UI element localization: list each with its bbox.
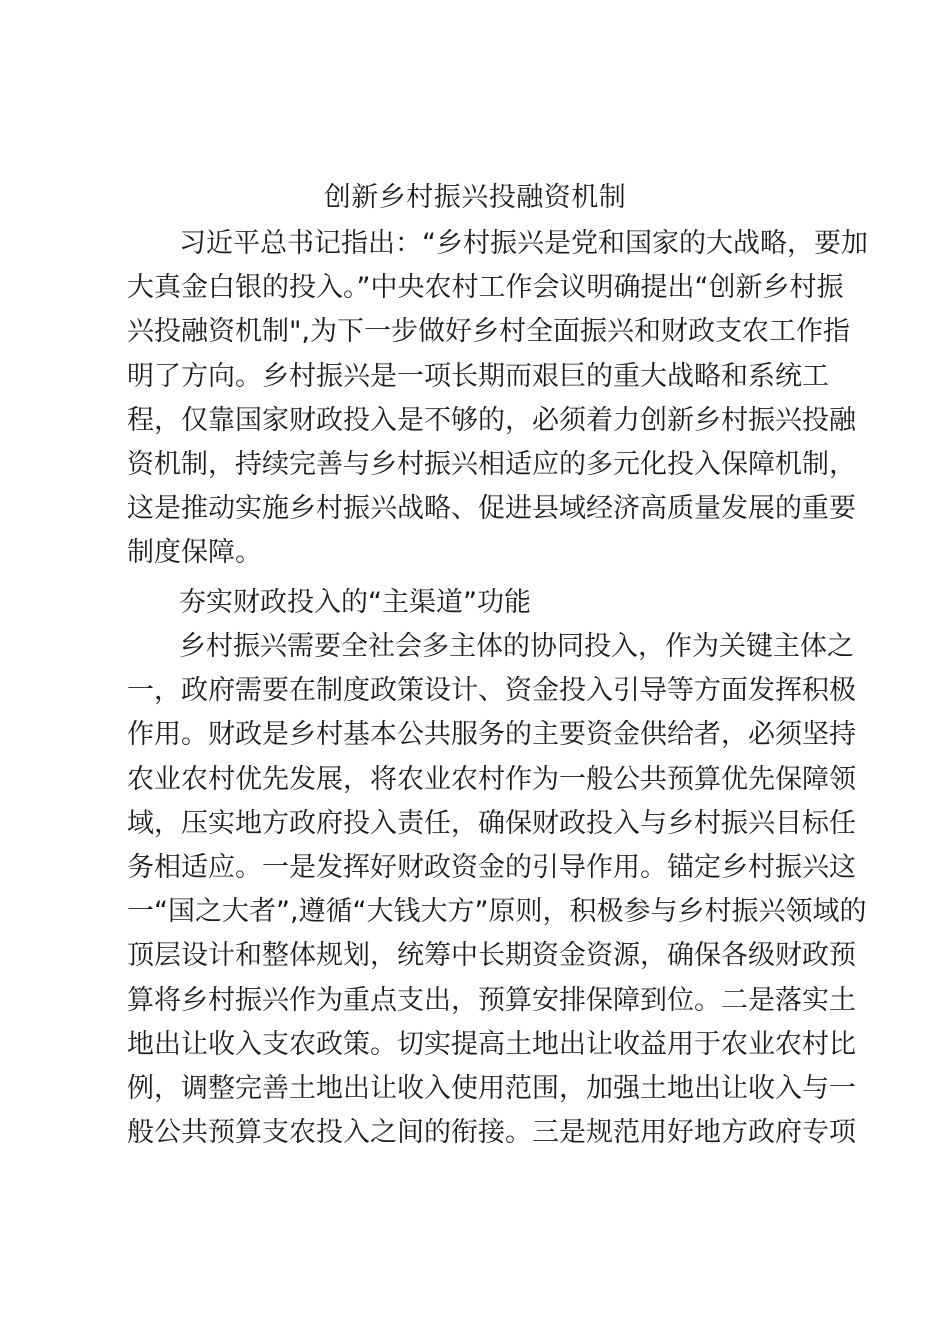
paragraph-line: 例，调整完善土地出让收入使用范围，加强土地出让收入与一 (127, 1072, 856, 1104)
paragraph-line: 习近平总书记指出：“乡村振兴是党和国家的大战略，要加 (179, 228, 868, 259)
paragraph-line: 地出让收入支农政策。切实提高土地出让收益用于农业农村比 (127, 1028, 856, 1060)
paragraph-line: 作用。财政是乡村基本公共服务的主要资金供给者，必须坚持 (127, 719, 856, 751)
paragraph-line: 一，政府需要在制度政策设计、资金投入引导等方面发挥积极 (127, 675, 856, 707)
paragraph-line: 算将乡村振兴作为重点支出，预算安排保障到位。二是落实土 (127, 984, 856, 1016)
section-heading-block (127, 581, 847, 625)
paragraph-line: 务相适应。一是发挥好财政资金的引导作用。锚定乡村振兴这 (127, 851, 856, 883)
paragraph-line: 顶层设计和整体规划，统筹中长期资金资源，确保各级财政预 (127, 940, 856, 972)
paragraph-line: 兴投融资机制",为下一步做好乡村全面振兴和财政支农工作指 (127, 316, 851, 348)
paragraph-line: 一“国之大者”,遵循“大钱大方”原则，积极参与乡村振兴领域的 (127, 896, 867, 928)
paragraph-1 (127, 222, 868, 576)
paragraph-line: 农业农村优先发展，将农业农村作为一般公共预算优先保障领 (127, 763, 856, 795)
paragraph-line: 程，仅靠国家财政投入是不够的，必须着力创新乡村振兴投融 (127, 404, 856, 436)
section-heading: 夯实财政投入的“主渠道”功能 (179, 587, 531, 618)
paragraph-line: 明了方向。乡村振兴是一项长期而艰巨的重大战略和系统工 (127, 360, 829, 392)
document-title: 创新乡村振兴投融资机制 (323, 182, 627, 213)
paragraph-line: 般公共预算支农投入之间的衔接。三是规范用好地方政府专项 (127, 1117, 856, 1149)
paragraph-line: 乡村振兴需要全社会多主体的协同投入，作为关键主体之 (179, 631, 854, 662)
paragraph-line: 大真金白银的投入。”中央农村工作会议明确提出“创新乡村振 (127, 272, 844, 304)
paragraph-line: 域，压实地方政府投入责任，确保财政投入与乡村振兴目标任 (127, 807, 856, 839)
paragraph-line: 制度保障。 (127, 537, 262, 569)
paragraph-2 (127, 625, 867, 1155)
paragraph-line: 这是推动实施乡村振兴战略、促进县域经济高质量发展的重要 (127, 493, 856, 525)
paragraph-line: 资机制，持续完善与乡村振兴相适应的多元化投入保障机制， (127, 448, 856, 480)
